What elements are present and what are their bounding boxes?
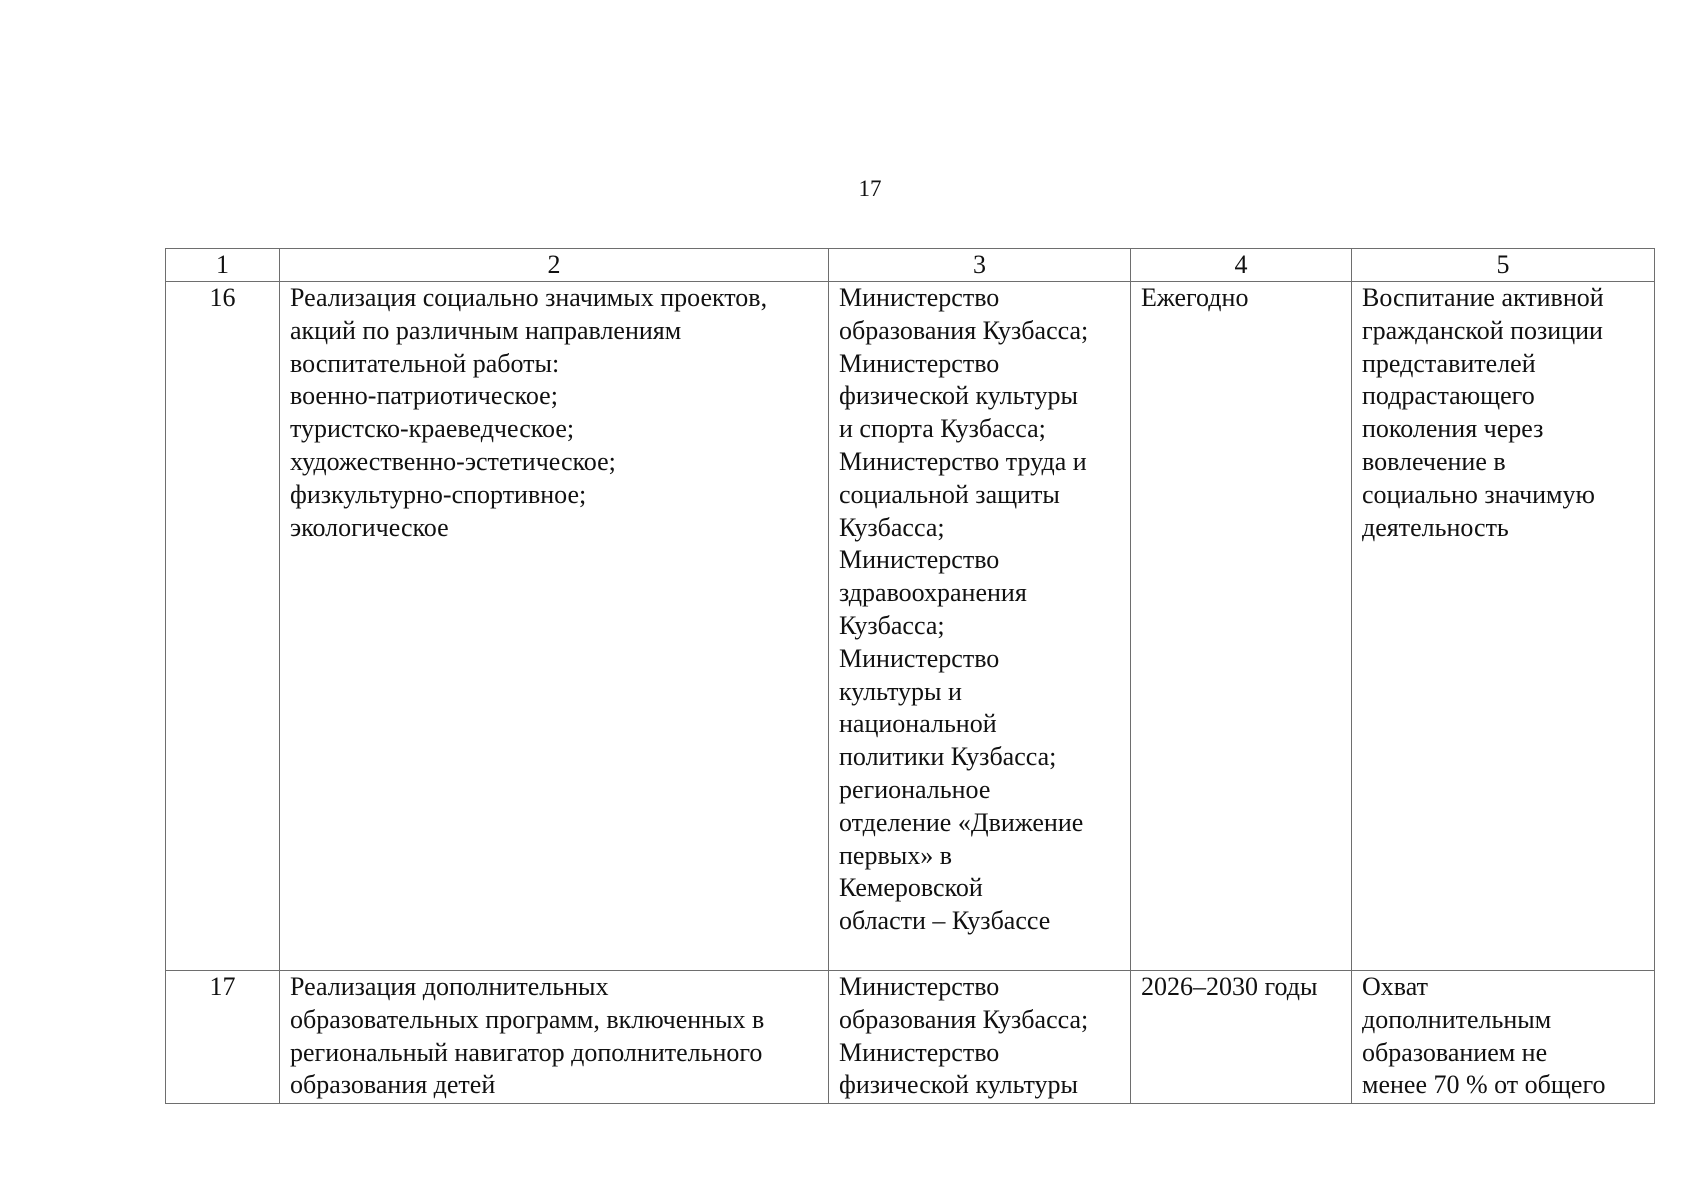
text-line: Министерство: [839, 283, 1000, 312]
text-line: Министерство: [839, 545, 1000, 575]
text-line: образования детей: [290, 1070, 496, 1100]
period-cell: [1131, 971, 1352, 1104]
page-number: 17: [858, 176, 882, 201]
text-line: Кемеровской: [839, 873, 983, 903]
text-line: представителей: [1362, 348, 1536, 378]
text-line: Министерство: [839, 643, 1000, 673]
text-line: Реализация дополнительных: [290, 972, 609, 1001]
text-line: Министерство: [839, 1037, 1000, 1067]
text-line: региональное: [839, 774, 991, 804]
result-cell: [1352, 282, 1655, 971]
text-line: социально значимую: [1362, 479, 1595, 509]
text-line: первых» в: [839, 840, 952, 870]
responsible-cell: [829, 282, 1131, 971]
text-line: Реализация социально значимых проектов,: [290, 283, 768, 312]
text-line: гражданской позиции: [1362, 315, 1603, 345]
text-line: поколения через: [1362, 414, 1544, 444]
result-cell: [1352, 971, 1655, 1104]
description-cell: [280, 282, 829, 971]
text-line: национальной: [839, 709, 997, 739]
text-line: образованием не: [1362, 1037, 1548, 1067]
text-line: менее 70 % от общего: [1362, 1070, 1606, 1100]
text-line: Кузбасса;: [839, 512, 945, 542]
text-line: Воспитание активной: [1362, 283, 1604, 312]
text-line: Ежегодно: [1141, 283, 1249, 312]
text-line: социальной защиты: [839, 479, 1060, 509]
description-cell: [280, 971, 829, 1104]
text-line: деятельность: [1362, 512, 1509, 542]
column-header: 1: [166, 249, 280, 282]
row-number: 16: [166, 282, 280, 971]
text-line: Министерство: [839, 348, 1000, 378]
responsible-cell: [829, 971, 1131, 1104]
text-line: военно-патриотическое;: [290, 381, 558, 411]
text-line: политики Кузбасса;: [839, 742, 1057, 772]
text-line: Министерство: [839, 972, 1000, 1001]
measures-table: [165, 248, 1655, 1104]
text-line: вовлечение в: [1362, 446, 1506, 476]
text-line: культуры и: [839, 676, 962, 706]
text-line: образования Кузбасса;: [839, 1004, 1089, 1034]
row-number: 17: [166, 971, 280, 1104]
text-line: туристско-краеведческое;: [290, 414, 575, 444]
table-header-row: [166, 249, 1655, 282]
column-header: 2: [280, 249, 829, 282]
text-line: Кузбасса;: [839, 610, 945, 640]
text-line: экологическое: [290, 512, 449, 542]
text-line: области – Кузбассе: [839, 906, 1051, 936]
period-cell: [1131, 282, 1352, 971]
text-line: образования Кузбасса;: [839, 315, 1089, 345]
text-line: подрастающего: [1362, 381, 1535, 411]
text-line: дополнительным: [1362, 1004, 1552, 1034]
text-line: Охват: [1362, 972, 1428, 1001]
text-line: физической культуры: [839, 381, 1078, 411]
table-row: [166, 971, 1655, 1104]
text-line: образовательных программ, включенных в: [290, 1004, 765, 1034]
table-row: [166, 282, 1655, 971]
text-line: и спорта Кузбасса;: [839, 414, 1046, 444]
text-line: Министерство труда и: [839, 446, 1087, 476]
column-header: 4: [1131, 249, 1352, 282]
text-line: региональный навигатор дополнительного: [290, 1037, 763, 1067]
column-header: 3: [829, 249, 1131, 282]
text-line: отделение «Движение: [839, 807, 1084, 837]
text-line: физкультурно-спортивное;: [290, 479, 587, 509]
text-line: акций по различным направлениям: [290, 315, 682, 345]
text-line: физической культуры: [839, 1070, 1078, 1100]
text-line: художественно-эстетическое;: [290, 446, 616, 476]
text-line: 2026–2030 годы: [1141, 972, 1318, 1001]
text-line: воспитательной работы:: [290, 348, 560, 378]
column-header: 5: [1352, 249, 1655, 282]
text-line: здравоохранения: [839, 578, 1027, 608]
